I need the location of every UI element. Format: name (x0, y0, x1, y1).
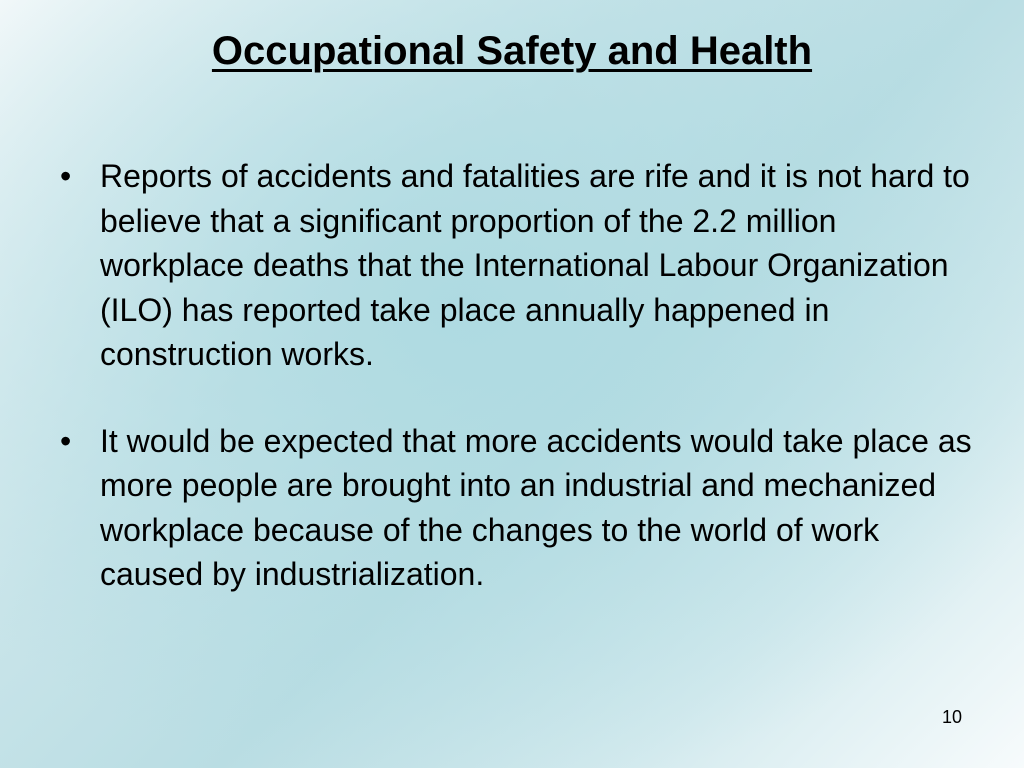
bullet-list (60, 154, 980, 639)
bullet-icon: • (60, 158, 72, 194)
page-number: 10 (941, 707, 962, 727)
slide-title: Occupational Safety and Health (211, 29, 813, 73)
bullet-text: It would be expected that more accidents would take place as more people are brought into an industrial and mechanized workplace because of the changes to the world of work caused by industrialization. (100, 422, 972, 592)
bullet-icon: • (60, 422, 72, 459)
bullet-item (60, 419, 980, 597)
bullet-text: Reports of accidents and fatalities are rife and it is not hard to believe that a significant proportion of the 2.2 million workplace deaths that the International Labour Organization (ILO) has reported take place annually happened in construction works. (100, 158, 970, 372)
bullet-item (60, 154, 980, 377)
